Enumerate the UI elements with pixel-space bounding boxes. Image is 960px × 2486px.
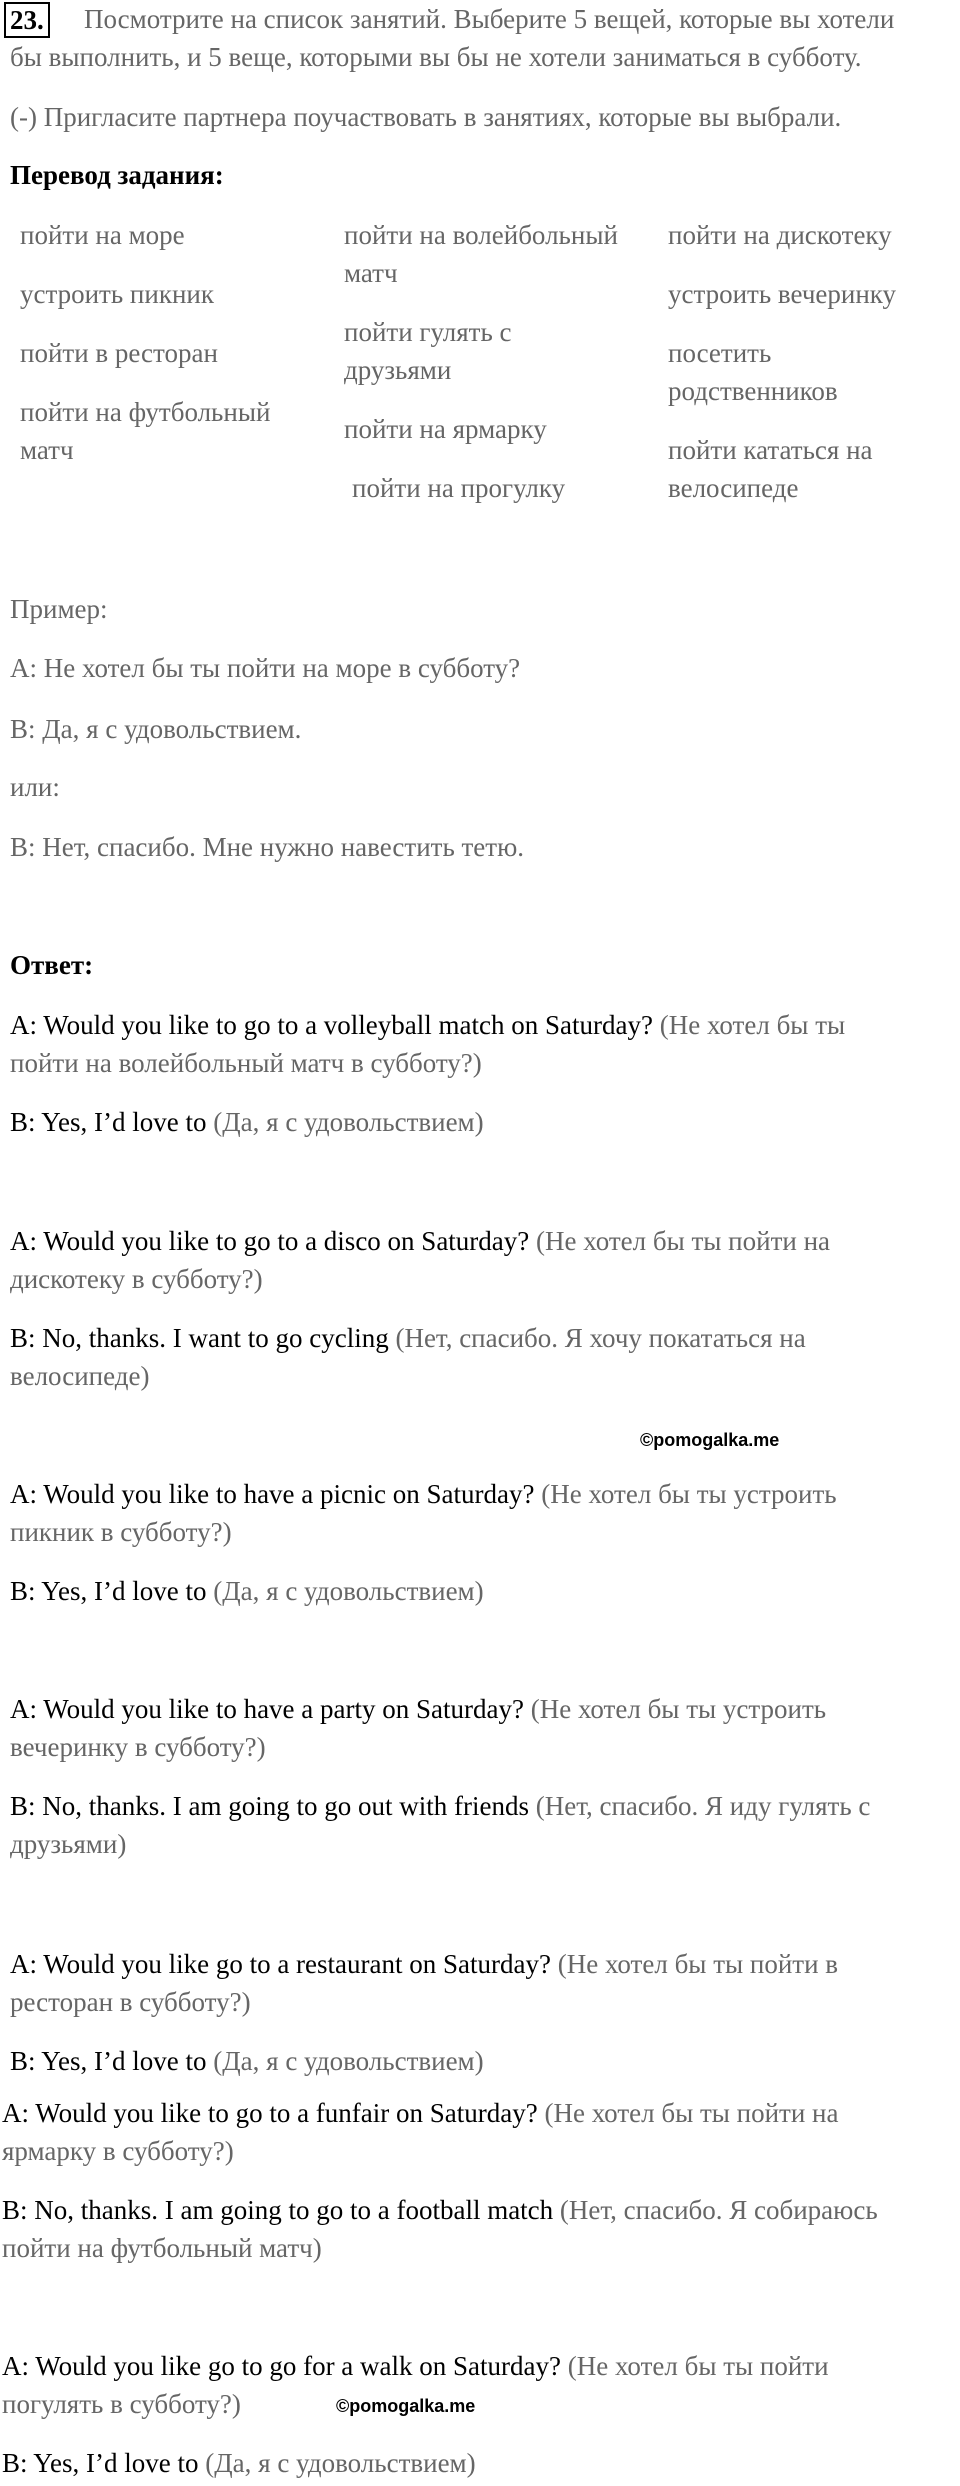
activity-item: матч — [344, 258, 398, 288]
russian-text: (Нет, спасибо. Я иду гулять с — [535, 1791, 871, 1821]
activity-item: пойти на футбольный — [20, 397, 271, 427]
english-text: B: Yes, I’d love to — [10, 2046, 207, 2076]
answer-heading: Ответ: — [10, 950, 94, 980]
russian-text: (Не хотел бы ты — [659, 1010, 846, 1040]
dialogue-line — [10, 1006, 845, 1044]
russian-text: (Да, я с удовольствием) — [205, 2448, 476, 2478]
example-label: Пример: — [10, 594, 108, 624]
english-text: A: Would you like to go to a disco on Saturday? — [10, 1226, 530, 1256]
example-b: В: Да, я с удовольствием. — [10, 714, 302, 744]
english-text: B: No, thanks. I want to go cycling — [10, 1323, 389, 1353]
english-text: A: Would you like to go to a funfair on Saturday? — [2, 2098, 538, 2128]
russian-text: (Да, я с удовольствием) — [213, 2046, 484, 2076]
english-text: B: Yes, I’d love to — [10, 1576, 207, 1606]
english-text: A: Would you like go to a restaurant on Saturday? — [10, 1949, 551, 1979]
activity-item: матч — [20, 435, 74, 465]
task-instruction-line2: бы выполнить, и 5 веще, которыми вы бы не хотели заниматься в субботу. — [10, 42, 862, 72]
russian-text: велосипеде) — [10, 1361, 150, 1391]
dialogue-line — [10, 1572, 484, 1610]
task-number: 23. — [4, 2, 50, 38]
russian-text: (Не хотел бы ты пойти в — [557, 1949, 839, 1979]
english-text: B: Yes, I’d love to — [2, 2448, 199, 2478]
english-text: A: Would you like to go to a volleyball match on Saturday? — [10, 1010, 653, 1040]
activity-item: устроить вечеринку — [668, 279, 897, 309]
activity-item: пойти на дискотеку — [668, 220, 892, 250]
activity-item: пойти кататься на — [668, 435, 873, 465]
dialogue-line — [10, 2042, 484, 2080]
russian-text: (Нет, спасибо. Я собираюсь — [559, 2195, 878, 2225]
english-text: A: Would you like to have a party on Saturday? — [10, 1694, 524, 1724]
russian-text: друзьями) — [10, 1829, 127, 1859]
russian-text: (Не хотел бы ты пойти — [567, 2351, 829, 2381]
activity-item: устроить пикник — [20, 279, 214, 309]
task-instruction-line3: (-) Пригласите партнера поучаствовать в занятиях, которые вы выбрали. — [10, 102, 842, 132]
activity-item: пойти в ресторан — [20, 338, 218, 368]
russian-text: вечеринку в субботу?) — [10, 1732, 266, 1762]
dialogue-line — [10, 1787, 870, 1825]
activity-item: велосипеде — [668, 473, 799, 503]
activity-item: пойти гулять с — [344, 317, 512, 347]
dialogue-line — [10, 1222, 830, 1260]
dialogue-line — [10, 1945, 838, 1983]
dialogue-line — [10, 1319, 806, 1357]
russian-text: пикник в субботу?) — [10, 1517, 232, 1547]
dialogue-line — [10, 1690, 826, 1728]
dialogue-line — [2, 2347, 829, 2385]
russian-text: (Не хотел бы ты устроить — [530, 1694, 827, 1724]
russian-text: дискотеку в субботу?) — [10, 1264, 263, 1294]
russian-text: пойти на футбольный матч) — [2, 2233, 322, 2263]
watermark: ©pomogalka.me — [336, 2396, 476, 2416]
activity-item: пойти на волейбольный — [344, 220, 618, 250]
english-text: B: No, thanks. I am going to go out with friends — [10, 1791, 529, 1821]
russian-text: (Не хотел бы ты устроить — [541, 1479, 837, 1509]
russian-text: (Да, я с удовольствием) — [213, 1107, 484, 1137]
russian-text: ярмарку в субботу?) — [2, 2136, 234, 2166]
russian-text: (Не хотел бы ты пойти на — [544, 2098, 839, 2128]
russian-text: ресторан в субботу?) — [10, 1987, 251, 2017]
dialogue-line — [2, 2094, 838, 2132]
activity-item: посетить — [668, 338, 772, 368]
english-text: A: Would you like to have a picnic on Saturday? — [10, 1479, 535, 1509]
dialogue-line — [2, 2191, 878, 2229]
watermark: ©pomogalka.me — [640, 1430, 780, 1450]
english-text: B: No, thanks. I am going to go to a football match — [2, 2195, 554, 2225]
example-or: или: — [10, 772, 60, 802]
activity-item: друзьями — [344, 355, 452, 385]
activity-item: пойти на море — [20, 220, 185, 250]
russian-text: погулять в субботу?) — [2, 2389, 241, 2419]
dialogue-line — [10, 1475, 837, 1513]
english-text: B: Yes, I’d love to — [10, 1107, 207, 1137]
example-b2: В: Нет, спасибо. Мне нужно навестить тетю. — [10, 832, 525, 862]
task-instruction-line1: Посмотрите на список занятий. Выберите 5 вещей, которые вы хотели — [84, 4, 895, 34]
dialogue-line — [2, 2444, 476, 2482]
example-a: А: Не хотел бы ты пойти на море в субботу? — [10, 653, 521, 683]
english-text: A: Would you like go to go for a walk on Saturday? — [2, 2351, 561, 2381]
activity-item: пойти на ярмарку — [344, 414, 547, 444]
russian-text: (Не хотел бы ты пойти на — [536, 1226, 831, 1256]
russian-text: (Нет, спасибо. Я хочу покататься на — [395, 1323, 806, 1353]
russian-text: пойти на волейбольный матч в субботу?) — [10, 1048, 482, 1078]
translation-heading: Перевод задания: — [10, 160, 224, 190]
russian-text: (Да, я с удовольствием) — [213, 1576, 484, 1606]
activity-item: родственников — [668, 376, 838, 406]
dialogue-line — [10, 1103, 484, 1141]
activity-item: пойти на прогулку — [352, 473, 566, 503]
